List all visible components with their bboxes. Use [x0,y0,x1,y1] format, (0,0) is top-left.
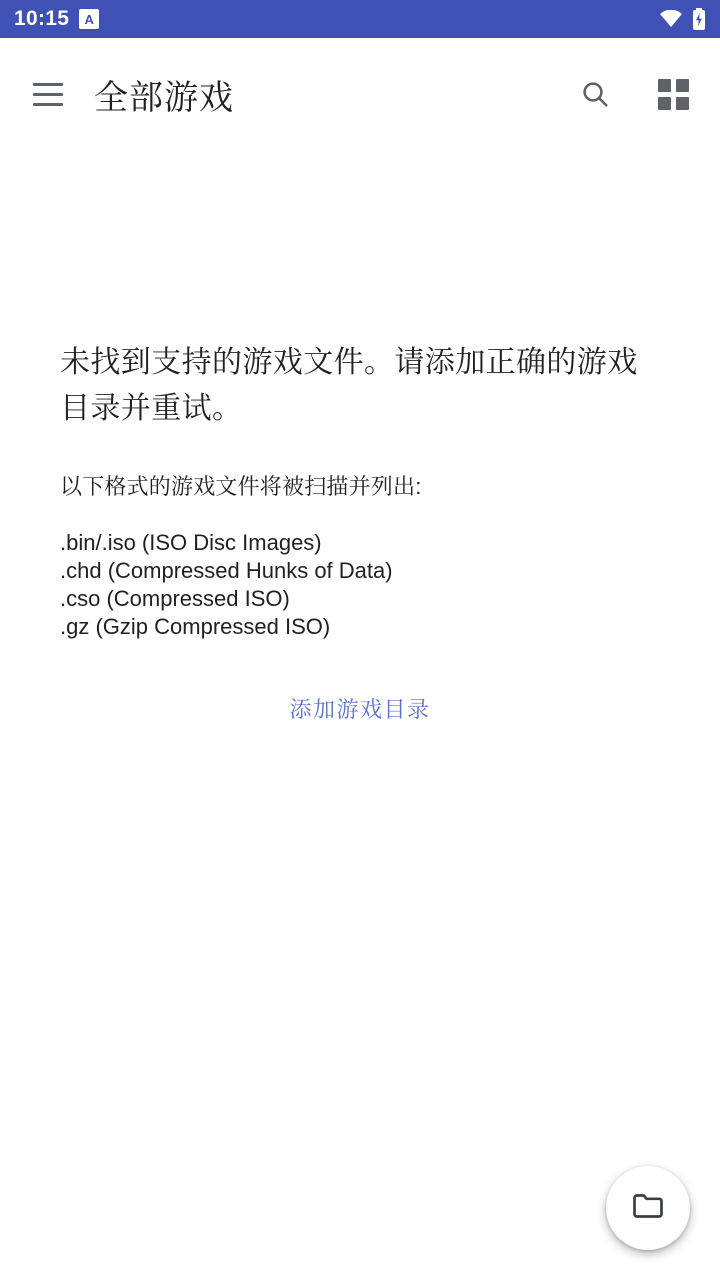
app-bar-actions [572,71,696,117]
search-icon[interactable] [572,71,618,117]
add-directory-container [60,693,660,724]
list-item: .bin/.iso (ISO Disc Images) [60,530,322,555]
empty-state [0,340,720,724]
page-title: 全部游戏 [94,78,234,117]
list-item: .chd (Compressed Hunks of Data) [60,558,393,583]
empty-state-subtitle: 以下格式的游戏文件将被扫描并列出: [60,474,422,499]
list-item: .cso (Compressed ISO) [60,586,290,611]
notification-app-icon: A [79,9,99,29]
app-bar [0,38,720,150]
status-clock: 10:15 [14,7,70,30]
status-bar [0,0,720,38]
grid-view-glyph [658,79,689,110]
wifi-icon [659,10,683,28]
supported-format-list [60,529,660,641]
grid-view-icon[interactable] [650,71,696,117]
add-directory-fab[interactable] [606,1166,690,1250]
empty-state-heading: 未找到支持的游戏文件。请添加正确的游戏目录并重试。 [60,346,638,425]
status-bar-right [659,8,706,30]
battery-charging-icon [692,8,706,30]
folder-icon [630,1188,666,1229]
hamburger-menu-icon[interactable] [24,70,72,118]
list-item: .gz (Gzip Compressed ISO) [60,614,331,639]
add-game-directory-link[interactable]: 添加游戏目录 [289,697,431,722]
status-bar-left [14,7,99,31]
